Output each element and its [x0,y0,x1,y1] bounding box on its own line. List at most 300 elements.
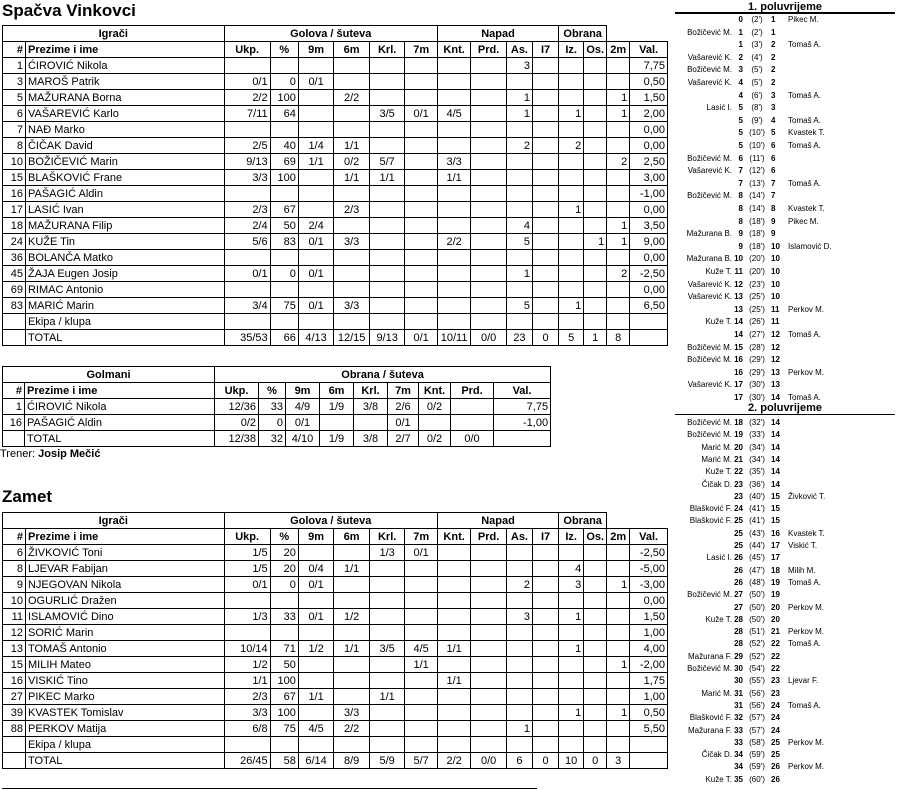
stat-cell [584,282,607,298]
stat-cell: 6,50 [630,298,668,314]
away-score: 26 [771,774,780,784]
gk-column-header [3,383,551,399]
stat-cell: 75 [270,298,298,314]
away-scorer: Tomaš A. [788,700,821,710]
stat-cell [533,170,559,186]
player-name: BOLANČA Matko [25,250,224,266]
player-number: 18 [3,218,26,234]
stat-cell [270,186,298,202]
stat-cell [584,186,607,202]
stat-cell: 1,75 [630,673,668,689]
stat-cell: 0/1 [224,266,270,282]
event-time: (30') [749,393,765,402]
goal-event [675,590,900,599]
gk-total-cell: 0/2 [419,431,451,447]
stat-cell [607,170,630,186]
col-name: Prezime i ime [25,529,224,545]
stat-cell [334,577,370,593]
total-cell: 5 [559,330,584,346]
stat-cell [471,170,507,186]
stat-cell [298,250,334,266]
goal-event [675,676,900,685]
home-score: 33 [734,737,743,747]
col-3: 6m [334,42,370,58]
away-column-header [3,529,668,545]
away-scorer: Kvastek T. [788,128,825,138]
player-number: 8 [3,138,26,154]
col-12: 2m [607,42,630,58]
stat-cell: 1/3 [369,545,405,561]
goal-event [675,280,900,289]
stat-cell [471,122,507,138]
goal-event [675,566,900,575]
home-score: 1 [738,40,743,50]
event-time: (60') [749,774,765,784]
stat-cell [471,202,507,218]
stat-cell [405,721,437,737]
stat-cell [533,641,559,657]
goal-event [675,689,900,698]
event-time: (54') [749,664,765,673]
away-scorer: Tomaš A. [788,330,821,339]
stat-cell [533,250,559,266]
home-column-header [3,42,668,58]
stat-cell [369,74,405,90]
away-score: 2 [771,78,776,87]
player-number [3,314,26,330]
stat-cell: 3 [559,577,584,593]
stat-cell [533,657,559,673]
goal-event [675,504,900,513]
stat-cell: 1/2 [334,609,370,625]
stat-cell [559,218,584,234]
away-score: 10 [771,279,780,289]
table-row [3,577,668,593]
goal-event [675,154,900,163]
stat-cell [533,577,559,593]
stat-cell: 1/4 [298,138,334,154]
stat-cell [471,689,507,705]
stat-cell: 4 [559,561,584,577]
stat-cell [471,561,507,577]
home-scorer: Marić M. [701,454,732,464]
home-scorer: Kuže T. [705,317,732,327]
stat-cell [369,561,405,577]
away-scorer: Islamović D. [788,241,832,251]
stat-cell [471,705,507,721]
event-time: (23') [749,279,765,289]
stat-cell [369,250,405,266]
stat-cell: 5,50 [630,721,668,737]
stat-cell [506,673,532,689]
col-name: Prezime i ime [25,383,215,399]
player-number: 9 [3,577,26,593]
event-time: (52') [749,651,765,661]
stat-cell: 1 [607,218,630,234]
gk-stat-cell [320,415,354,431]
home-score: 9 [738,241,743,251]
stat-cell: 1 [559,641,584,657]
total-label: TOTAL [25,753,224,769]
stat-cell [334,545,370,561]
stat-cell [607,250,630,266]
home-score: 2 [738,52,743,62]
event-time: (51') [749,627,765,637]
event-time: (50') [749,614,765,624]
away-scorer: Tomaš A. [788,178,821,188]
stat-cell [270,58,298,74]
stat-cell [437,577,470,593]
stat-cell [506,561,532,577]
away-score: 24 [771,725,780,735]
goal-event [675,455,900,464]
stat-cell: 0,00 [630,282,668,298]
stat-cell [506,122,532,138]
stat-cell: 50 [270,218,298,234]
stat-cell: 1/1 [334,138,370,154]
stat-cell: 0/1 [298,266,334,282]
bottom-rule [2,788,537,789]
stat-cell: 67 [270,689,298,705]
player-number: 7 [3,122,26,138]
goal-event [675,529,900,538]
player-number: 6 [3,106,26,122]
stat-cell: 2 [506,577,532,593]
stat-cell [298,282,334,298]
player-name: KVASTEK Tomislav [25,705,224,721]
stat-cell: 1,00 [630,625,668,641]
stat-cell [405,673,437,689]
home-scorer: Lasić I. [706,103,732,113]
goal-event [675,166,900,175]
col-13: Val. [630,42,668,58]
event-time: (3') [751,40,763,50]
stat-cell: 2/2 [334,90,370,106]
stat-cell: 5 [506,298,532,314]
stat-cell [298,657,334,673]
stat-cell [471,138,507,154]
stat-cell [405,689,437,705]
stat-cell [471,282,507,298]
stat-cell: 0/1 [224,74,270,90]
stat-cell: 1/1 [437,641,470,657]
home-score: 12 [734,279,743,289]
stat-cell [437,609,470,625]
home-score: 19 [734,430,743,440]
stat-cell [584,609,607,625]
away-score: 17 [771,541,780,550]
event-time: (45') [749,553,765,563]
home-score: 3 [738,65,743,75]
stat-cell [533,545,559,561]
stat-cell [559,721,584,737]
total-cell: 8/9 [334,753,370,769]
away-score: 9 [771,216,776,226]
stat-cell [559,673,584,689]
stat-cell [437,737,470,753]
stat-cell: 4 [506,218,532,234]
away-scorer: Tomaš A. [788,141,821,150]
stat-cell [405,58,437,74]
away-score: 7 [771,178,776,188]
table-row [3,138,668,154]
home-score: 20 [734,442,743,452]
stat-cell [405,625,437,641]
stat-cell: 0,00 [630,202,668,218]
stat-cell [405,298,437,314]
table-row [3,545,668,561]
stat-cell [559,250,584,266]
stat-cell: 3/5 [369,641,405,657]
goal-event [675,78,900,87]
goal-event [675,267,900,276]
home-score: 28 [734,627,743,637]
stat-cell [471,641,507,657]
gk-total-cell: 12/38 [215,431,259,447]
stat-cell [506,657,532,673]
stat-cell [405,202,437,218]
stat-cell [405,122,437,138]
stat-cell: -2,50 [630,545,668,561]
coach-name: Josip Mečić [38,448,101,460]
stat-cell [607,593,630,609]
away-score: 14 [771,393,780,402]
stat-cell [224,593,270,609]
goal-event [675,204,900,213]
stat-cell [334,74,370,90]
stat-cell [506,705,532,721]
stat-cell [369,673,405,689]
col-9: I7 [533,42,559,58]
total-cell: 10 [559,753,584,769]
stat-cell: 9,00 [630,234,668,250]
col-name: Prezime i ime [25,42,224,58]
gk-col-3: 6m [320,383,354,399]
stat-cell: 3/3 [334,298,370,314]
away-scorer: Tomaš A. [788,90,821,100]
stat-cell [584,673,607,689]
stat-cell: 1/1 [334,561,370,577]
event-time: (5') [751,65,763,75]
event-time: (40') [749,491,765,501]
col-num: # [3,383,25,399]
stat-cell [533,154,559,170]
stat-cell [334,314,370,330]
home-scorer: Vašarević K. [687,292,732,302]
table-row [3,721,668,737]
stat-cell [334,250,370,266]
home-team-title: Spačva Vinkovci [2,1,136,20]
goal-event [675,368,900,377]
stat-cell: 0/1 [405,106,437,122]
goal-event [675,738,900,747]
stat-cell [298,186,334,202]
home-score: 34 [734,750,743,760]
away-scorer: Pikec M. [788,15,819,24]
col-0: Ukp. [224,42,270,58]
stat-cell [559,186,584,202]
away-score: 16 [771,528,780,538]
away-score: 10 [771,241,780,251]
stat-cell [298,545,334,561]
stat-cell [607,298,630,314]
stat-cell [334,593,370,609]
stat-cell: 4/5 [405,641,437,657]
gk-total-cell: 3/8 [354,431,388,447]
away-score: 7 [771,191,776,201]
stat-cell: 2/3 [224,202,270,218]
away-scorer: Perkov M. [788,304,825,314]
event-time: (50') [749,602,765,612]
away-group-header [3,513,668,529]
goal-event [675,380,900,389]
player-name: MAROŠ Patrik [25,74,224,90]
stat-cell: 1 [559,609,584,625]
stat-cell [369,202,405,218]
player-name: OGURLIĆ Dražen [25,593,224,609]
goal-event [675,652,900,661]
player-name: VISKIĆ Tino [25,673,224,689]
stat-cell: 10/14 [224,641,270,657]
total-cell: 3 [607,753,630,769]
home-scorer: Božičević M. [687,153,732,163]
stat-cell [298,170,334,186]
away-score: 20 [771,602,780,612]
stat-cell [224,58,270,74]
stat-cell: 40 [270,138,298,154]
stat-cell [584,657,607,673]
home-scorer: Kuže T. [705,774,732,784]
stat-cell: 0,00 [630,593,668,609]
stat-cell: -2,50 [630,266,668,282]
stat-cell: 1 [607,90,630,106]
gk-stat-cell: 0/2 [419,399,451,415]
home-group-header [3,26,668,42]
total-cell: 66 [270,330,298,346]
home-score: 0 [738,15,743,24]
col-1: % [270,529,298,545]
gk-total-cell: 2/7 [388,431,419,447]
stat-cell: 2,00 [630,106,668,122]
home-score: 8 [738,216,743,226]
away-score: 2 [771,40,776,50]
stat-cell [298,593,334,609]
stat-cell: 3,50 [630,218,668,234]
event-time: (57') [749,725,765,735]
stat-cell [607,689,630,705]
player-name: MAŽURANA Filip [25,218,224,234]
home-score: 8 [738,191,743,201]
stat-cell: 100 [270,90,298,106]
gk-number: 1 [3,399,25,415]
gk-total-cell: 4/10 [286,431,320,447]
player-number: 13 [3,641,26,657]
stat-cell [533,218,559,234]
stat-cell [405,593,437,609]
player-number: 15 [3,657,26,673]
stat-cell [506,545,532,561]
stat-cell [369,122,405,138]
away-scorer: Viskić T. [788,541,818,550]
stat-cell [405,314,437,330]
stat-cell [471,234,507,250]
stat-cell [584,689,607,705]
away-score: 12 [771,355,780,365]
col-7: Prd. [471,529,507,545]
home-score: 5 [738,115,743,125]
home-scorer: Lasić I. [706,553,732,563]
stat-cell: 2/5 [224,138,270,154]
stat-cell: 1/1 [437,170,470,186]
away-scorer: Tomaš A. [788,115,821,125]
stat-cell [369,657,405,673]
home-scorer: Marić M. [701,688,732,698]
goals-shots-group-label: Golova / šuteva [224,513,437,529]
stat-cell [471,545,507,561]
col-11: Os. [584,529,607,545]
stat-cell [533,721,559,737]
event-time: (55') [749,676,765,686]
away-team-title: Zamet [2,487,53,506]
stat-cell [533,298,559,314]
event-time: (4') [751,52,763,62]
stat-cell [437,58,470,74]
stat-cell [405,138,437,154]
stat-cell [506,593,532,609]
player-number: 11 [3,609,26,625]
gk-stat-cell: 33 [259,399,286,415]
event-time: (5') [751,78,763,87]
stat-cell [405,250,437,266]
stat-cell [607,609,630,625]
stat-cell [437,122,470,138]
goal-event [675,343,900,352]
player-number: 15 [3,170,26,186]
table-row [3,415,551,431]
goal-event [675,254,900,263]
away-score: 5 [771,128,776,138]
stat-cell: 2/3 [334,202,370,218]
stat-cell [298,705,334,721]
stat-cell [584,577,607,593]
stat-cell: -1,00 [630,186,668,202]
table-row [3,218,668,234]
goal-event [675,467,900,476]
stat-cell [334,266,370,282]
stat-cell [559,314,584,330]
col-1: % [270,42,298,58]
home-score: 5 [738,128,743,138]
event-time: (13') [749,178,765,188]
stat-cell [369,705,405,721]
goal-event [675,15,900,24]
gk-stat-cell [354,415,388,431]
away-score: 11 [771,304,780,314]
player-number: 36 [3,250,26,266]
player-number: 39 [3,705,26,721]
away-score: 12 [771,330,780,339]
goal-event [675,492,900,501]
player-name: TOMAŠ Antonio [25,641,224,657]
player-name: SORIĆ Marin [25,625,224,641]
goal-event [675,578,900,587]
stat-cell: 1 [506,266,532,282]
col-12: 2m [607,529,630,545]
stat-cell: 3/3 [224,705,270,721]
stat-cell [533,282,559,298]
stat-cell [405,218,437,234]
col-5: 7m [405,42,437,58]
